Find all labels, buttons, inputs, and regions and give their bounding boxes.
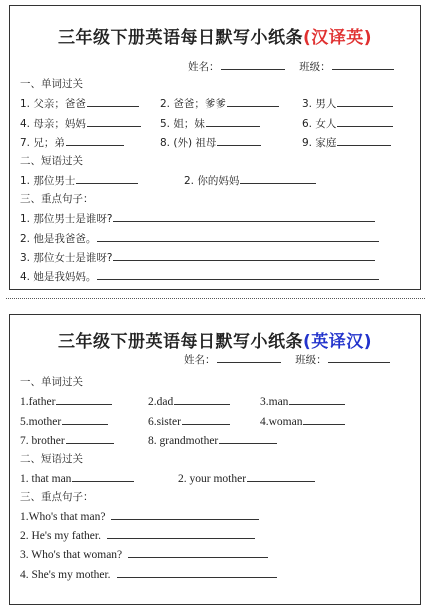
word-item: 6.sister <box>148 414 230 429</box>
word-item: 3.man <box>260 394 345 409</box>
word-item: 5.mother <box>20 414 108 429</box>
answer-blank[interactable] <box>182 414 230 425</box>
word-item: 2. 爸爸；爹爹 <box>160 96 279 111</box>
answer-blank[interactable] <box>227 96 279 107</box>
answer-blank[interactable] <box>66 433 114 444</box>
section-words-heading: 一、单词过关 <box>20 376 83 388</box>
answer-blank[interactable] <box>303 414 345 425</box>
answer-blank[interactable] <box>87 116 141 127</box>
sentence-item: 2. He's my father. <box>20 528 255 543</box>
slip-title-accent: (汉译英) <box>302 28 373 48</box>
answer-blank[interactable] <box>72 471 134 482</box>
name-class-row <box>184 352 390 367</box>
answer-blank[interactable] <box>56 394 112 405</box>
phrase-item: 2. your mother <box>178 471 315 486</box>
sentence-item: 4. She's my mother. <box>20 567 277 582</box>
answer-blank[interactable] <box>97 269 379 280</box>
answer-blank[interactable] <box>97 231 379 242</box>
slip-title-main: 三年级下册英语每日默写小纸条 <box>57 28 303 48</box>
section-sentences-heading: 三、重点句子： <box>20 491 94 503</box>
sentence-item: 1.Who's that man? <box>20 509 259 524</box>
class-blank[interactable] <box>328 352 390 363</box>
word-item: 1. 父亲；爸爸 <box>20 96 139 111</box>
class-label: 班级： <box>299 61 331 73</box>
name-blank[interactable] <box>217 352 281 363</box>
word-item: 6. 女人 <box>302 116 393 131</box>
answer-blank[interactable] <box>240 173 316 184</box>
word-item: 4. 母亲；妈妈 <box>20 116 141 131</box>
sentence-item: 3. Who's that woman? <box>20 547 268 562</box>
phrase-item: 1. that man <box>20 471 134 486</box>
word-item: 7. 兄；弟 <box>20 135 124 150</box>
section-words-heading: 一、单词过关 <box>20 78 83 90</box>
sentence-item: 3. 那位女士是谁呀? <box>20 250 375 265</box>
answer-blank[interactable] <box>111 509 259 520</box>
slip-title <box>10 23 420 48</box>
answer-blank[interactable] <box>206 116 260 127</box>
word-item: 2.dad <box>148 394 230 409</box>
word-item: 5. 姐；妹 <box>160 116 260 131</box>
dictation-slip-en-to-cn <box>9 314 421 605</box>
answer-blank[interactable] <box>128 547 268 558</box>
word-item: 1.father <box>20 394 112 409</box>
cut-line-divider <box>6 298 425 299</box>
word-item: 3. 男人 <box>302 96 393 111</box>
answer-blank[interactable] <box>337 96 393 107</box>
answer-blank[interactable] <box>217 135 261 146</box>
answer-blank[interactable] <box>76 173 138 184</box>
answer-blank[interactable] <box>289 394 345 405</box>
name-blank[interactable] <box>221 59 285 70</box>
answer-blank[interactable] <box>337 135 391 146</box>
answer-blank[interactable] <box>66 135 124 146</box>
section-phrases-heading: 二、短语过关 <box>20 453 83 465</box>
section-phrases-heading: 二、短语过关 <box>20 155 83 167</box>
slip-title <box>10 327 420 352</box>
phrase-item: 2. 你的妈妈 <box>184 173 316 188</box>
answer-blank[interactable] <box>107 528 255 539</box>
answer-blank[interactable] <box>247 471 315 482</box>
slip-title-main: 三年级下册英语每日默写小纸条 <box>57 332 303 352</box>
section-sentences-heading: 三、重点句子： <box>20 193 94 205</box>
word-item: 9. 家庭 <box>302 135 391 150</box>
name-class-row <box>188 59 394 74</box>
class-label: 班级： <box>295 354 327 366</box>
answer-blank[interactable] <box>337 116 393 127</box>
slip-title-accent: (英译汉) <box>302 332 373 352</box>
answer-blank[interactable] <box>174 394 230 405</box>
sentence-item: 2. 他是我爸爸。 <box>20 231 379 246</box>
answer-blank[interactable] <box>87 96 139 107</box>
word-item: 4.woman <box>260 414 345 429</box>
sentence-item: 4. 她是我妈妈。 <box>20 269 379 284</box>
word-item: 8. grandmother <box>148 433 277 448</box>
answer-blank[interactable] <box>117 567 277 578</box>
dictation-slip-cn-to-en <box>9 5 421 290</box>
answer-blank[interactable] <box>219 433 277 444</box>
word-item: 7. brother <box>20 433 114 448</box>
name-label: 姓名： <box>188 61 220 73</box>
word-item: 8. (外) 祖母 <box>160 135 261 150</box>
sentence-item: 1. 那位男士是谁呀? <box>20 211 375 226</box>
phrase-item: 1. 那位男士 <box>20 173 138 188</box>
name-label: 姓名： <box>184 354 216 366</box>
answer-blank[interactable] <box>113 211 375 222</box>
class-blank[interactable] <box>332 59 394 70</box>
answer-blank[interactable] <box>62 414 108 425</box>
answer-blank[interactable] <box>113 250 375 261</box>
